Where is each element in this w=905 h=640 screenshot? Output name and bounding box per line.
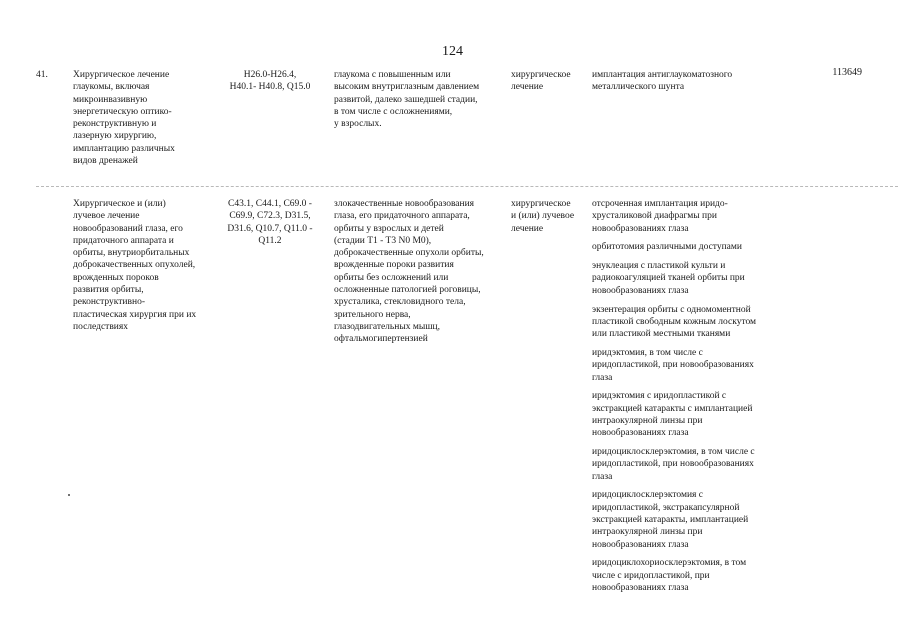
treatment-method-list: [592, 198, 787, 601]
treatment-method: иридоциклосклерэктомия с иридопластикой, экстракапсулярной экстракцией катаракты, имплантацией интраокулярной линзы при новообразованиях глаза: [592, 490, 749, 550]
patient-model: злокачественные новообразования глаза, его придаточного аппарата, орбиты у взрослых и детей (стадии T1 - T3 N0 M0), доброкачественные опухоли орбиты, врожденные пороки развития орбиты без осложнений или осложненные патологией роговицы, хрусталика, стекловидного тела, зрительного нерва, глазодвигательных мышц, офтальмогипертензией: [334, 199, 484, 345]
treatment-method: имплантация антиглаукоматозного металлического шунта: [592, 70, 733, 93]
treatment-type: хирургическое лечение: [511, 70, 571, 93]
scan-speck: [68, 494, 70, 496]
treatment-method: экзентерация орбиты с одномоментной пластикой свободным кожным лоскутом или пластикой местными тканями: [592, 304, 757, 340]
row-number: 41.: [36, 70, 48, 80]
procedure-name: Хирургическое и (или) лучевое лечение новообразований глаза, его придаточного аппарата и орбиты, внутриорбитальных доброкачественных опухолей, врожденных пороков развития орбиты, реконструктивно- пластическая хирургия при их последствиях: [73, 199, 197, 332]
treatment-method: энуклеация с пластикой культи и радиокоагуляцией тканей орбиты при новообразованиях глаза: [592, 261, 745, 296]
scan-artifact-line: [36, 186, 898, 187]
treatment-method: отсроченная имплантация иридо- хрусталиковой диафрагмы при новообразованиях глаза: [592, 199, 728, 234]
treatment-method: орбитотомия различными доступами: [592, 242, 742, 253]
treatment-method: иридоциклохориосклерэктомия, в том числе с иридопластикой, при новообразованиях глаза: [592, 558, 747, 594]
patient-model: глаукома с повышенным или высоким внутриглазным давлением развитой, далеко зашедшей стадии, в том числе с осложнениями, у взрослых.: [334, 70, 480, 130]
treatment-type: хирургическое и (или) лучевое лечение: [511, 199, 575, 234]
diagnosis-codes: H26.0-H26.4, H40.1- H40.8, Q15.0: [229, 70, 311, 93]
diagnosis-codes: C43.1, C44.1, C69.0 - C69.9, C72.3, D31.5, D31.6, Q10.7, Q11.0 - Q11.2: [227, 199, 313, 246]
procedure-name: Хирургическое лечение глаукомы, включая микроинвазивную энергетическую оптико- реконструктивную и лазерную хирургию, имплантацию различных видов дренажей: [73, 70, 175, 167]
treatment-method: иридэктомия, в том числе с иридопластикой, при новообразованиях глаза: [592, 347, 754, 383]
treatment-method: иридэктомия с иридопластикой с экстракцией катаракты с имплантацией интраокулярной линзы при новообразованиях глаза: [592, 391, 753, 439]
cost-norm: 113649: [832, 67, 862, 78]
treatment-method: иридоциклосклерэктомия, в том числе с иридопластикой, при новообразованиях глаза: [592, 447, 755, 482]
page-number: 124: [442, 44, 463, 59]
